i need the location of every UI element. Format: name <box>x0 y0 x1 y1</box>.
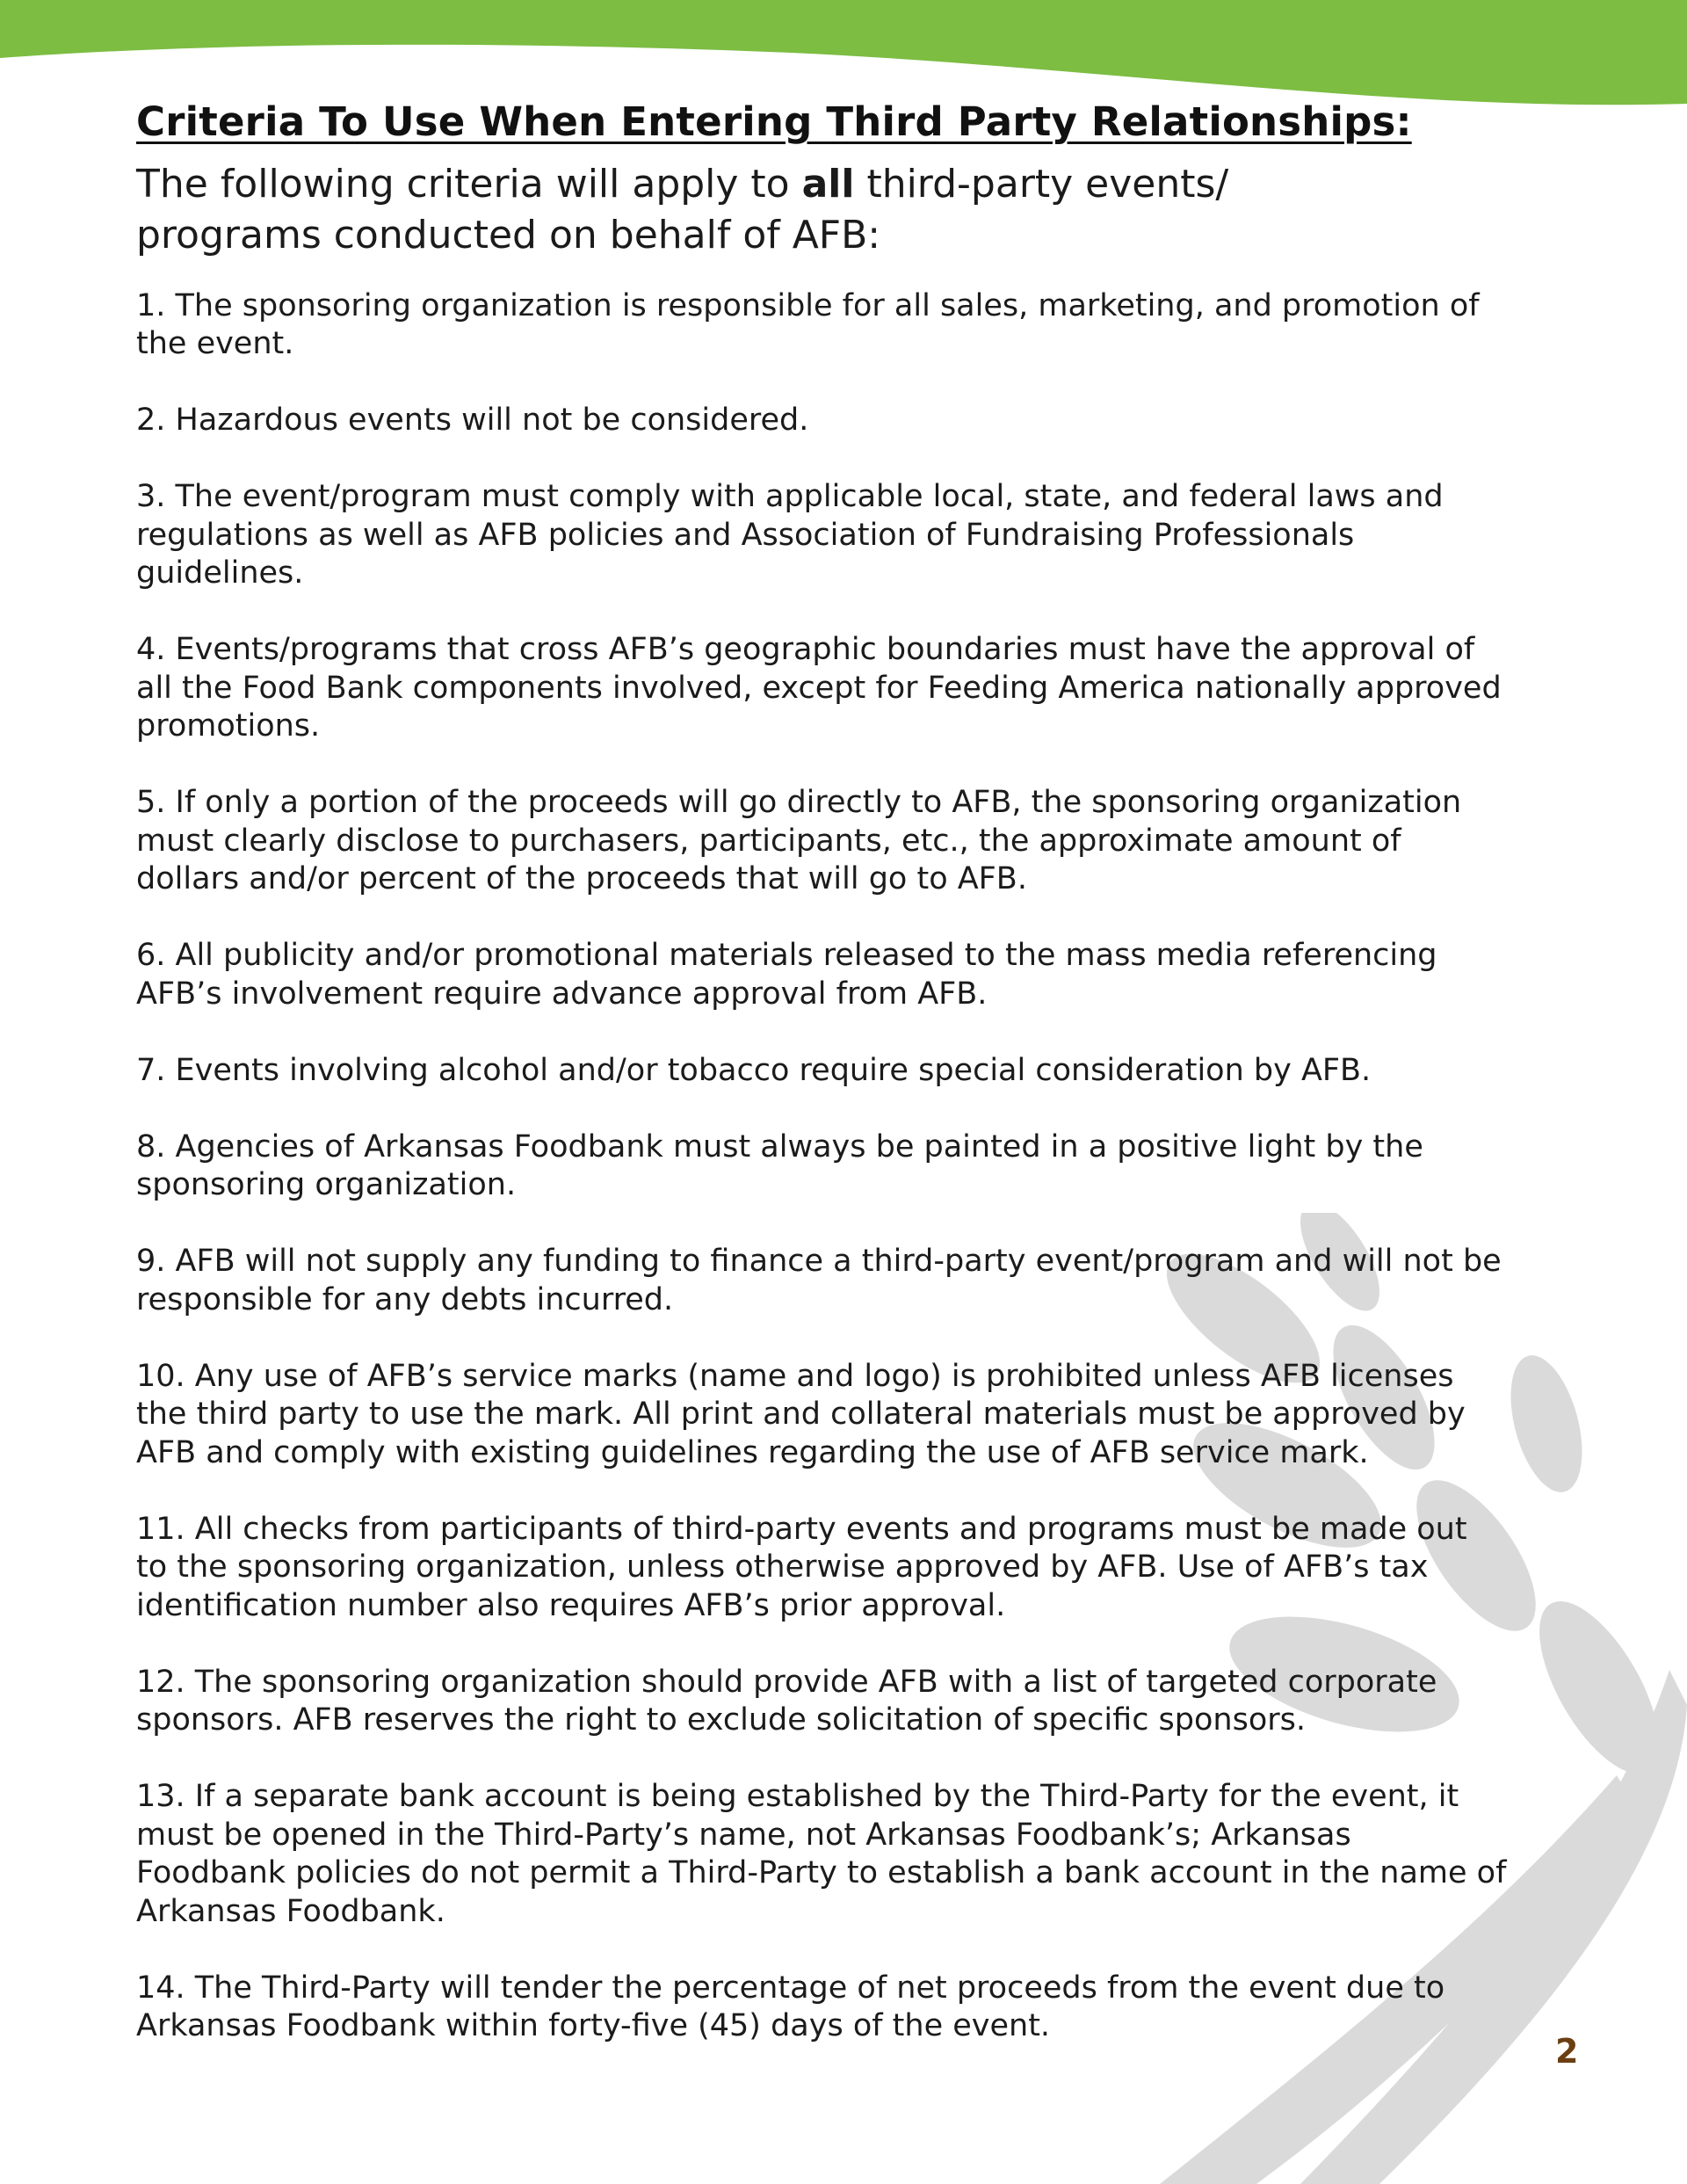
criteria-item: 10. Any use of AFB’s service marks (name and logo) is prohibited unless AFB licenses the third party to use the mark. All print and collateral materials must be approved by AFB and comply with existing guidelines regarding the use of AFB service mark. <box>136 1358 1466 1470</box>
criteria-item: 1. The sponsoring organization is responsible for all sales, marketing, and promotion of the event. <box>136 287 1480 361</box>
intro-text-after: third-party events/ programs conducted on behalf of AFB: <box>136 161 1229 258</box>
criteria-item: 6. All publicity and/or promotional materials released to the mass media referencing AFB’s involvement require advance approval from AFB. <box>136 938 1437 1012</box>
page-title: Criteria To Use When Entering Third Party Relationships: <box>136 98 1412 145</box>
criteria-item: 2. Hazardous events will not be considered. <box>136 403 809 438</box>
criteria-item: 11. All checks from participants of third-party events and programs must be made out to the sponsoring organization, unless otherwise approved by AFB. Use of AFB’s tax identification number also requires AFB’s prior approval. <box>136 1511 1467 1623</box>
criteria-item: 4. Events/programs that cross AFB’s geographic boundaries must have the approval of all the Food Bank components involved, except for Feeding America nationally approved promotions. <box>136 632 1502 744</box>
intro-paragraph <box>136 159 1401 261</box>
criteria-item: 7. Events involving alcohol and/or tobacco require special consideration by AFB. <box>136 1052 1372 1088</box>
criteria-item: 8. Agencies of Arkansas Foodbank must always be painted in a positive light by the sponsoring organization. <box>136 1128 1423 1202</box>
page-number: 2 <box>1555 2032 1579 2071</box>
criteria-item: 5. If only a portion of the proceeds will go directly to AFB, the sponsoring organization must clearly disclose to purchasers, participants, etc., the approximate amount of dollars and/or percent of the proceeds that will go to AFB. <box>136 785 1462 896</box>
criteria-list <box>136 287 1507 2046</box>
document-body <box>136 97 1507 2084</box>
criteria-item: 9. AFB will not supply any funding to finance a third-party event/program and will not be responsible for any debts incurred. <box>136 1244 1502 1317</box>
criteria-item: 12. The sponsoring organization should provide AFB with a list of targeted corporate sponsors. AFB reserves the right to exclude solicitation of specific sponsors. <box>136 1664 1437 1738</box>
intro-emphasis: all <box>801 161 855 207</box>
criteria-item: 13. If a separate bank account is being established by the Third-Party for the event, it must be opened in the Third-Party’s name, not Arkansas Foodbank’s; Arkansas Foodbank policies do not permit a Third-Party to establish a bank account in the name of Arkansas Foodbank. <box>136 1779 1507 1929</box>
criteria-item: 3. The event/program must comply with applicable local, state, and federal laws and regulations as well as AFB policies and Association of Fundraising Professionals guidelines. <box>136 479 1444 591</box>
criteria-item: 14. The Third-Party will tender the percentage of net proceeds from the event due to Arkansas Foodbank within forty-five (45) days of the event. <box>136 1970 1445 2043</box>
intro-text-before: The following criteria will apply to <box>136 161 802 207</box>
